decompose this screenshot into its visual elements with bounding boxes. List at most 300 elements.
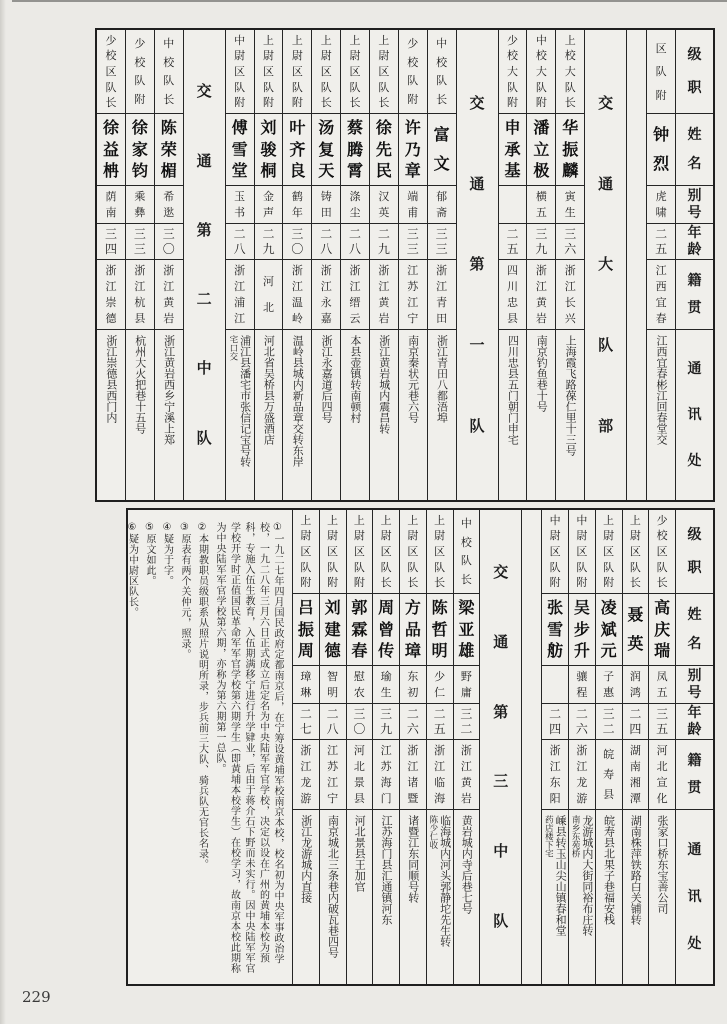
vertical-text <box>320 740 346 809</box>
rank-cell <box>293 510 319 594</box>
char: 区 <box>656 544 668 558</box>
char: 三 <box>406 242 419 257</box>
column-spacer <box>521 510 541 984</box>
char: 叶 <box>289 117 306 137</box>
char: 苏 <box>380 760 392 773</box>
rank-cell <box>527 30 555 114</box>
char: 队 <box>598 336 614 355</box>
char: 别 <box>687 668 702 684</box>
vertical-text <box>104 330 118 500</box>
origin-cell <box>370 260 398 330</box>
char: 河 <box>656 744 668 757</box>
alias-cell <box>527 186 555 224</box>
char: 涤 <box>349 190 361 203</box>
char: 交 <box>196 82 212 101</box>
char: 慰 <box>353 670 365 683</box>
vertical-text <box>427 510 453 593</box>
char: 立 <box>533 139 550 159</box>
address-cell <box>427 810 453 984</box>
name-cell <box>623 594 649 666</box>
name-cell <box>542 594 568 666</box>
vertical-text <box>596 594 622 665</box>
char: 三 <box>564 226 577 241</box>
vertical-text <box>676 224 713 259</box>
char: 中 <box>460 516 472 530</box>
address-cell <box>647 330 675 500</box>
vertical-text <box>602 810 616 984</box>
char: 铸 <box>320 190 332 203</box>
char: 徐 <box>375 117 392 137</box>
age-cell <box>596 704 622 740</box>
vertical-text <box>400 704 426 739</box>
char: 队 <box>407 74 419 88</box>
vertical-text <box>454 594 480 665</box>
address-cell <box>649 810 675 984</box>
origin-cell <box>427 740 453 810</box>
char: 区 <box>576 544 588 558</box>
vertical-text <box>428 224 456 259</box>
char: 大 <box>535 64 547 78</box>
column-person <box>398 30 427 500</box>
origin-cell <box>542 740 568 810</box>
char: 春 <box>655 312 667 325</box>
char: 中 <box>576 513 588 527</box>
char: 区 <box>234 64 246 78</box>
name-cell <box>427 594 453 666</box>
rank-cell <box>427 510 453 594</box>
vertical-text <box>133 330 147 500</box>
rank-cell <box>596 510 622 594</box>
char: 年 <box>687 705 702 722</box>
char: 荣 <box>160 139 177 159</box>
char: 二 <box>326 706 339 721</box>
header-cell <box>676 666 713 704</box>
char: 尉 <box>234 49 246 63</box>
char: 江 <box>564 280 576 293</box>
char: 江 <box>327 744 339 757</box>
char: 尉 <box>407 529 419 543</box>
vertical-text <box>676 666 713 703</box>
char: 附 <box>234 96 246 110</box>
footnote-text: ⑥疑为中尉区队长。 <box>126 522 138 618</box>
origin-cell <box>341 260 369 330</box>
char: 建 <box>324 619 341 639</box>
char: 东 <box>549 776 561 789</box>
vertical-text <box>569 666 595 703</box>
char: 江 <box>655 264 667 277</box>
vertical-text <box>556 186 584 223</box>
char: 姓 <box>687 127 702 144</box>
char: 职 <box>687 559 702 576</box>
address-main: 龙游城内大街同裕布庄转 <box>580 815 594 936</box>
char: 校 <box>436 55 448 69</box>
char: 名 <box>687 155 702 172</box>
age-cell <box>542 704 568 740</box>
char: 三 <box>162 226 175 241</box>
footnote-text: ④疑为于字。 <box>161 522 173 586</box>
char: 中 <box>163 36 175 50</box>
char: 号 <box>687 205 702 221</box>
origin-cell <box>312 260 340 330</box>
address-main: 临海城内河头郭静坨先生转 <box>438 815 452 947</box>
char: 二 <box>460 722 473 737</box>
char: 尉 <box>300 529 312 543</box>
header-cell <box>676 510 713 594</box>
char: 附 <box>407 93 419 107</box>
rank-cell <box>341 30 369 114</box>
char: 海 <box>434 792 446 805</box>
vertical-text <box>341 186 369 223</box>
char: 家 <box>131 139 148 159</box>
rank-cell <box>312 30 340 114</box>
char: 阳 <box>549 792 561 805</box>
char: 第 <box>493 702 509 721</box>
column-person <box>595 510 622 984</box>
vertical-text <box>596 740 622 809</box>
age-cell <box>370 224 398 260</box>
char: 浙 <box>535 264 547 277</box>
rank-cell <box>499 30 527 114</box>
char: 四 <box>105 242 118 257</box>
char: 霖 <box>351 619 368 639</box>
alias-cell <box>569 666 595 704</box>
char: 浙 <box>349 264 361 277</box>
alias-cell <box>499 186 527 224</box>
char: 县 <box>603 788 615 801</box>
char: 横 <box>535 190 547 203</box>
address-main: 江苏海门县汇通镇河东 <box>380 815 393 925</box>
vertical-text <box>460 810 474 984</box>
char: 队 <box>655 65 667 78</box>
char: 附 <box>549 576 561 590</box>
char: 尉 <box>576 529 588 543</box>
char: 年 <box>291 206 303 219</box>
vertical-text <box>347 666 373 703</box>
char: 西 <box>655 280 667 293</box>
age-cell <box>283 224 311 260</box>
char: 钟 <box>653 125 670 144</box>
char: 申 <box>504 117 521 137</box>
address-cell <box>341 330 369 500</box>
char: 齐 <box>289 139 306 159</box>
char: 聂 <box>627 605 644 624</box>
vertical-text <box>454 510 480 593</box>
char: 八 <box>233 242 246 257</box>
rank-cell <box>373 510 399 594</box>
char: 江 <box>134 280 146 293</box>
age-cell <box>255 224 283 260</box>
scan-artifact-left-edge <box>0 0 6 1024</box>
char: 二 <box>506 226 519 241</box>
char: 游 <box>576 792 588 805</box>
char: 极 <box>533 161 550 181</box>
char: 队 <box>262 80 274 94</box>
address-main: 河北景县王加官 <box>353 815 367 892</box>
origin-cell <box>293 740 319 810</box>
char: 崇 <box>105 296 117 309</box>
char: 华 <box>562 117 579 137</box>
char: 校 <box>656 529 668 543</box>
address-main: 黄岩城内寺后巷七号 <box>460 815 474 914</box>
char: 上 <box>629 513 641 527</box>
section-cell <box>457 30 498 500</box>
char: 端 <box>407 190 419 203</box>
char: 长 <box>320 96 332 110</box>
origin-cell <box>428 260 456 330</box>
address-main: 杭州大火把巷十五号 <box>133 335 147 434</box>
vertical-text <box>623 510 649 593</box>
alias-cell <box>255 186 283 224</box>
column-person <box>541 510 568 984</box>
char: 交 <box>598 93 614 112</box>
char: 区 <box>378 64 390 78</box>
column-person <box>292 510 319 984</box>
vertical-text <box>428 260 456 329</box>
vertical-text <box>155 30 183 113</box>
char: 二 <box>299 706 312 721</box>
char: 长 <box>163 93 175 107</box>
char: 上 <box>564 33 576 47</box>
address-main: 本县壶镇转南顿村 <box>348 335 362 423</box>
char: 通 <box>687 361 702 377</box>
vertical-text <box>97 30 125 113</box>
char: 三 <box>460 706 473 721</box>
char: 上 <box>262 33 274 47</box>
char: 骏 <box>260 139 277 159</box>
vertical-text <box>454 704 480 739</box>
char: 区 <box>603 544 615 558</box>
vertical-text <box>649 740 675 809</box>
rank-cell <box>255 30 283 114</box>
char: 交 <box>469 93 485 112</box>
char: 县 <box>134 312 146 325</box>
footnote-text: ⑤原文如此。 <box>144 522 155 586</box>
alias-cell <box>454 666 480 704</box>
vertical-text <box>542 666 568 703</box>
char: 周 <box>378 597 395 617</box>
age-cell <box>312 224 340 260</box>
char: 队 <box>549 560 561 574</box>
char: 初 <box>407 686 419 699</box>
vertical-text <box>293 740 319 809</box>
char: 三 <box>602 706 615 721</box>
vertical-text <box>320 510 346 593</box>
char: 长 <box>349 96 361 110</box>
char: 大 <box>564 64 576 78</box>
char: 乘 <box>134 190 146 203</box>
footnote-text: ①一九二七年四月国民政府定都南京后，在宁筹设黄埔军校南京本校，校名初为中央军事政治学校，一九二八年三月六日正式成立后定名为中央陆军军官学校，决定以设在广州的黄埔本校为预科，专施入伍生教育，入伍期满移宁进行升学肄业，后由于蒋介石下野而未实行。因中央陆军军官学校开学时正值国民革命军军官学校第六期学生（即黄埔本校学生）在校学习，故南京本校此期称为中央陆军军官学校第六期，亦称为第六期第一总队。 <box>214 522 283 974</box>
vertical-text <box>162 330 176 500</box>
vertical-text <box>676 186 713 223</box>
vertical-text <box>400 666 426 703</box>
char: 江 <box>407 264 419 277</box>
char: 四 <box>549 722 562 737</box>
char: 声 <box>262 206 274 219</box>
char: 区 <box>349 64 361 78</box>
address-cell <box>347 810 373 984</box>
char: 临 <box>434 776 446 789</box>
address-main: 浙江永嘉道后四号 <box>320 335 334 423</box>
address-cell <box>370 330 398 500</box>
char: 龙 <box>300 776 312 789</box>
char: 益 <box>103 139 120 159</box>
char: 缙 <box>349 296 361 309</box>
vertical-text <box>596 704 622 739</box>
char: 区 <box>655 41 667 55</box>
char: 队 <box>349 80 361 94</box>
char: 尉 <box>603 529 615 543</box>
char: 德 <box>324 641 341 661</box>
char: 二 <box>233 226 246 241</box>
vertical-text <box>499 224 527 259</box>
char: 品 <box>404 619 421 639</box>
column-person <box>453 510 480 984</box>
char: 希 <box>163 190 175 203</box>
char: 凤 <box>656 670 668 683</box>
address-main: 浙江黄岩城内震昌转 <box>377 335 391 434</box>
char: 尉 <box>349 49 361 63</box>
char: 队 <box>434 560 446 574</box>
char: 六 <box>406 722 419 737</box>
vertical-text <box>676 330 713 500</box>
char: 皖 <box>603 748 615 761</box>
vertical-text <box>454 666 480 703</box>
char: 彝 <box>134 206 146 219</box>
rank-cell <box>542 510 568 594</box>
vertical-text <box>97 186 125 223</box>
char: 九 <box>380 722 393 737</box>
char: 浙 <box>460 744 472 757</box>
vertical-text <box>428 30 456 113</box>
char: 英 <box>378 206 390 219</box>
char: 宜 <box>655 296 667 309</box>
char: 三 <box>435 242 448 257</box>
page-number: 229 <box>22 988 51 1006</box>
vertical-text <box>457 30 498 500</box>
char: 璋 <box>404 641 421 661</box>
alias-cell <box>596 666 622 704</box>
char: 化 <box>656 792 668 805</box>
char: 陈 <box>431 597 448 617</box>
char: 六 <box>564 242 577 257</box>
address-inset: 药店楼下宅 <box>543 815 554 858</box>
char: 长 <box>378 96 390 110</box>
rank-cell <box>97 30 125 114</box>
address-main: 浦江县潘宅市张信记宝号转 <box>238 335 252 467</box>
char: 宁 <box>327 792 339 805</box>
char: 北 <box>262 301 274 315</box>
column-person <box>319 510 346 984</box>
char: 贯 <box>687 780 702 797</box>
vertical-text <box>399 30 427 113</box>
char: 江 <box>407 296 419 309</box>
char: 河 <box>353 744 365 757</box>
roster-table-top <box>95 28 715 502</box>
age-cell <box>155 224 183 260</box>
name-cell <box>499 114 527 186</box>
char: 嘉 <box>320 312 332 325</box>
char: 江 <box>234 280 246 293</box>
char: 宣 <box>656 776 668 789</box>
char: 九 <box>377 242 390 257</box>
vertical-text <box>312 186 340 223</box>
char: 高 <box>654 597 671 617</box>
char: 曾 <box>378 619 395 639</box>
char: 上 <box>407 513 419 527</box>
char: 〇 <box>353 722 366 737</box>
vertical-text <box>377 330 391 500</box>
char: 六 <box>575 722 588 737</box>
char: 通 <box>196 151 212 170</box>
char: 麟 <box>562 161 579 181</box>
section-cell <box>480 510 521 984</box>
alias-cell <box>320 666 346 704</box>
char: 黄 <box>460 776 472 789</box>
vertical-text <box>126 260 154 329</box>
char: 一 <box>469 336 485 355</box>
char: 明 <box>327 686 339 699</box>
char: 长 <box>380 576 392 590</box>
address-inset: 陈少仁收 <box>427 815 438 849</box>
char: 附 <box>327 576 339 590</box>
char: 长 <box>434 576 446 590</box>
address-main: 南京钓鱼巷十号 <box>535 335 549 412</box>
origin-cell <box>347 740 373 810</box>
origin-cell <box>126 260 154 330</box>
rank-cell <box>649 510 675 594</box>
char: 庆 <box>654 619 671 639</box>
char: 五 <box>535 206 547 219</box>
vertical-text <box>428 186 456 223</box>
header-cell <box>676 594 713 666</box>
vertical-text <box>283 114 311 185</box>
vertical-text <box>226 114 254 185</box>
char: 尉 <box>262 49 274 63</box>
column-person <box>125 30 154 500</box>
char: 湖 <box>629 744 641 757</box>
vertical-text <box>654 330 668 500</box>
char: 湘 <box>629 776 641 789</box>
char: 队 <box>291 80 303 94</box>
column-footnotes <box>128 510 292 984</box>
char: 景 <box>353 776 365 789</box>
char: 级 <box>687 527 702 544</box>
char: 德 <box>105 312 117 325</box>
age-cell <box>293 704 319 740</box>
age-cell <box>320 704 346 740</box>
char: 少 <box>105 33 117 47</box>
vertical-text <box>676 704 713 739</box>
column-header <box>675 30 713 500</box>
origin-cell <box>649 740 675 810</box>
name-cell <box>155 114 183 186</box>
char: 上 <box>380 513 392 527</box>
char: 中 <box>234 33 246 47</box>
char: 队 <box>460 554 472 568</box>
origin-cell <box>400 740 426 810</box>
char: 队 <box>196 428 212 447</box>
char: 队 <box>300 560 312 574</box>
address-cell <box>400 810 426 984</box>
char: 良 <box>289 161 306 181</box>
footnote-text: ③原表有两个关仲元，照录。 <box>179 522 190 660</box>
char: 区 <box>353 544 365 558</box>
column-person <box>568 510 595 984</box>
char: 二 <box>575 706 588 721</box>
char: 三 <box>291 226 304 241</box>
vertical-text <box>312 260 340 329</box>
header-cell <box>676 260 713 330</box>
